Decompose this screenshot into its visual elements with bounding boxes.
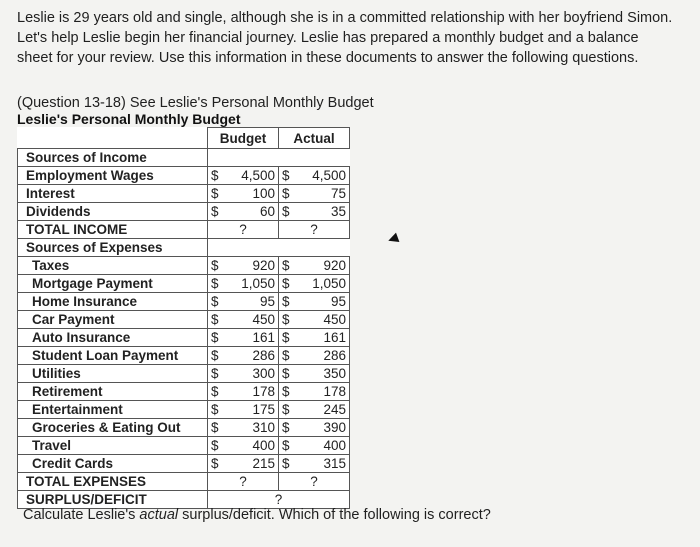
- budget-currency: $: [208, 275, 227, 293]
- header-blank: [18, 128, 208, 149]
- actual-value: 75: [297, 185, 350, 203]
- intro-paragraph: Leslie is 29 years old and single, although she is in a committed relationship with her boyfriend Simon. Let's help Leslie begin her financial journey. Leslie has prepared a monthly budget and a balance sheet for your review. Use this information in these documents to answer the following questions.: [17, 10, 673, 66]
- expense-label: Student Loan Payment: [18, 347, 208, 365]
- total-income-row: [18, 221, 350, 239]
- total-income-budget: ?: [208, 221, 279, 239]
- budget-table: [17, 127, 350, 509]
- expense-row: [18, 365, 350, 383]
- actual-currency: $: [279, 257, 298, 275]
- budget-currency: $: [208, 455, 227, 473]
- budget-value: 300: [226, 365, 279, 383]
- budget-currency: $: [208, 293, 227, 311]
- actual-value: 920: [297, 257, 350, 275]
- budget-value: 310: [226, 419, 279, 437]
- budget-currency: $: [208, 329, 227, 347]
- actual-value: 390: [297, 419, 350, 437]
- question-text-before: Calculate Leslie's: [23, 507, 140, 523]
- table-header-row: [18, 128, 350, 149]
- budget-currency: $: [208, 185, 227, 203]
- expense-label: Entertainment: [18, 401, 208, 419]
- actual-value: 35: [297, 203, 350, 221]
- expense-label: Car Payment: [18, 311, 208, 329]
- actual-currency: $: [279, 203, 298, 221]
- total-income-label: TOTAL INCOME: [18, 221, 208, 239]
- expense-row: [18, 311, 350, 329]
- budget-currency: $: [208, 257, 227, 275]
- expense-row: [18, 275, 350, 293]
- surplus-deficit-value: ?: [208, 491, 350, 509]
- budget-value: 95: [226, 293, 279, 311]
- actual-currency: $: [279, 311, 298, 329]
- actual-value: 400: [297, 437, 350, 455]
- question-text: [23, 507, 491, 523]
- pointer-arrow-icon: [387, 233, 400, 246]
- income-label: Interest: [18, 185, 208, 203]
- budget-value: 60: [226, 203, 279, 221]
- budget-currency: $: [208, 347, 227, 365]
- actual-value: 178: [297, 383, 350, 401]
- actual-value: 315: [297, 455, 350, 473]
- income-row: [18, 203, 350, 221]
- actual-value: 350: [297, 365, 350, 383]
- expense-label: Mortgage Payment: [18, 275, 208, 293]
- budget-value: 920: [226, 257, 279, 275]
- actual-value: 4,500: [297, 167, 350, 185]
- question-subheading: (Question 13-18) See Leslie's Personal Monthly Budget: [17, 95, 374, 111]
- total-expenses-label: TOTAL EXPENSES: [18, 473, 208, 491]
- actual-currency: $: [279, 419, 298, 437]
- budget-value: 178: [226, 383, 279, 401]
- income-row: [18, 185, 350, 203]
- expenses-section-blank: [208, 239, 350, 257]
- budget-currency: $: [208, 437, 227, 455]
- surplus-deficit-label: SURPLUS/DEFICIT: [18, 491, 208, 509]
- expenses-section-label: Sources of Expenses: [18, 239, 208, 257]
- expense-row: [18, 329, 350, 347]
- expense-label: Travel: [18, 437, 208, 455]
- expense-row: [18, 347, 350, 365]
- surplus-deficit-row: [18, 491, 350, 509]
- budget-value: 400: [226, 437, 279, 455]
- budget-currency: $: [208, 311, 227, 329]
- total-expenses-actual: ?: [279, 473, 350, 491]
- budget-value: 100: [226, 185, 279, 203]
- actual-currency: $: [279, 329, 298, 347]
- budget-value: 215: [226, 455, 279, 473]
- budget-value: 450: [226, 311, 279, 329]
- budget-column-header: Budget: [208, 128, 279, 149]
- budget-currency: $: [208, 365, 227, 383]
- budget-value: 1,050: [226, 275, 279, 293]
- expense-label: Auto Insurance: [18, 329, 208, 347]
- expense-row: [18, 401, 350, 419]
- expense-row: [18, 437, 350, 455]
- expense-row: [18, 455, 350, 473]
- actual-value: 95: [297, 293, 350, 311]
- actual-currency: $: [279, 347, 298, 365]
- question-text-after: surplus/deficit. Which of the following is correct?: [178, 507, 491, 523]
- expense-label: Taxes: [18, 257, 208, 275]
- expense-label: Utilities: [18, 365, 208, 383]
- budget-currency: $: [208, 203, 227, 221]
- expenses-section-row: [18, 239, 350, 257]
- expense-row: [18, 383, 350, 401]
- expense-row: [18, 257, 350, 275]
- expense-label: Credit Cards: [18, 455, 208, 473]
- expense-label: Retirement: [18, 383, 208, 401]
- budget-value: 4,500: [226, 167, 279, 185]
- actual-currency: $: [279, 401, 298, 419]
- actual-currency: $: [279, 185, 298, 203]
- income-label: Dividends: [18, 203, 208, 221]
- total-income-actual: ?: [279, 221, 350, 239]
- actual-value: 161: [297, 329, 350, 347]
- actual-value: 1,050: [297, 275, 350, 293]
- budget-currency: $: [208, 401, 227, 419]
- table-title: Leslie's Personal Monthly Budget: [17, 111, 241, 127]
- question-text-emphasis: actual: [139, 507, 179, 523]
- actual-currency: $: [279, 383, 298, 401]
- expense-row: [18, 419, 350, 437]
- income-section-label: Sources of Income: [18, 149, 208, 167]
- total-expenses-budget: ?: [208, 473, 279, 491]
- actual-currency: $: [279, 455, 298, 473]
- budget-value: 175: [226, 401, 279, 419]
- income-row: [18, 167, 350, 185]
- actual-value: 286: [297, 347, 350, 365]
- actual-value: 450: [297, 311, 350, 329]
- actual-currency: $: [279, 365, 298, 383]
- income-section-row: [18, 149, 350, 167]
- budget-value: 161: [226, 329, 279, 347]
- expense-label: Groceries & Eating Out: [18, 419, 208, 437]
- expense-label: Home Insurance: [18, 293, 208, 311]
- budget-currency: $: [208, 419, 227, 437]
- budget-currency: $: [208, 167, 227, 185]
- actual-currency: $: [279, 437, 298, 455]
- income-section-blank: [208, 149, 350, 167]
- budget-currency: $: [208, 383, 227, 401]
- actual-currency: $: [279, 275, 298, 293]
- budget-value: 286: [226, 347, 279, 365]
- actual-column-header: Actual: [279, 128, 350, 149]
- actual-value: 245: [297, 401, 350, 419]
- actual-currency: $: [279, 293, 298, 311]
- expense-row: [18, 293, 350, 311]
- income-label: Employment Wages: [18, 167, 208, 185]
- actual-currency: $: [279, 167, 298, 185]
- total-expenses-row: [18, 473, 350, 491]
